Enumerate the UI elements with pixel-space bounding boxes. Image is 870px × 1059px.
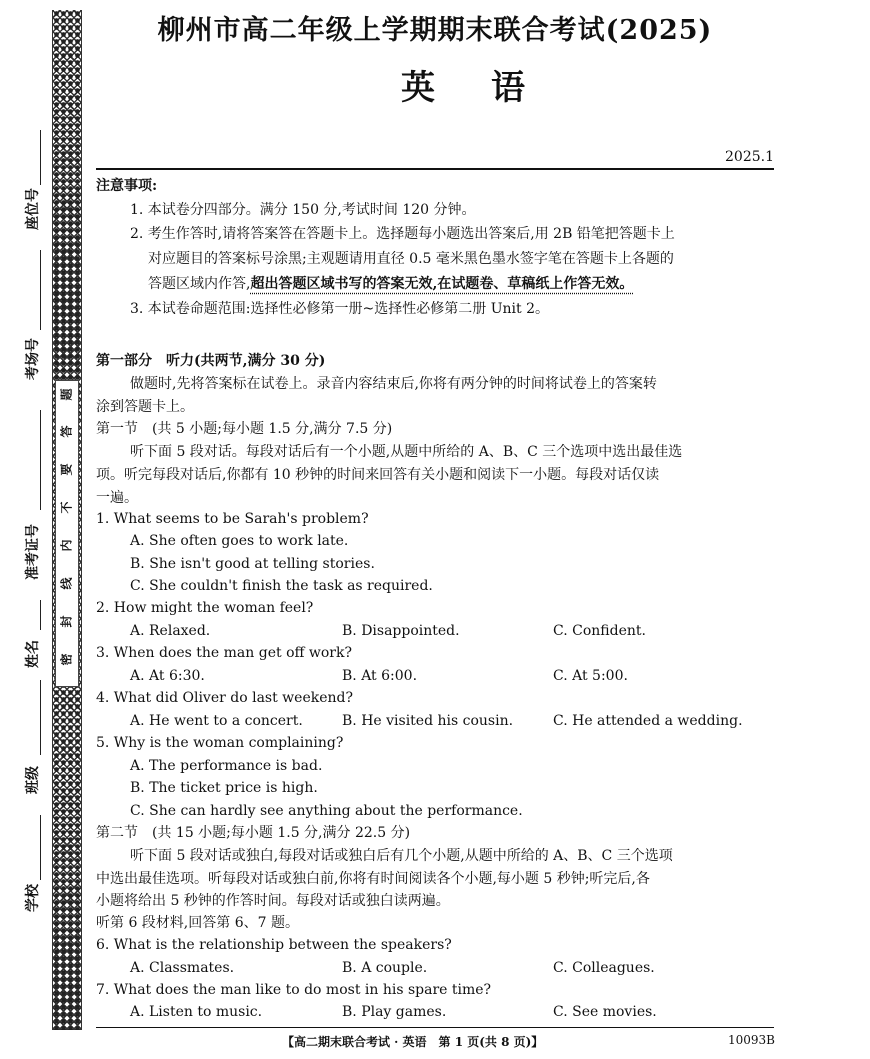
exam-title: 柳州市高二年级上学期期末联合考试(2025) xyxy=(157,15,713,46)
section1-intro: 项。听完每段对话后,你都有 10 秒钟的时间来回答有关小题和阅读下一小题。每段对话仅读 xyxy=(96,467,660,483)
fill-line xyxy=(40,815,41,880)
option: B. She isn't good at telling stories. xyxy=(130,556,375,572)
section2-heading: 第二节 (共 15 小题;每小题 1.5 分,满分 22.5 分) xyxy=(96,825,411,841)
question-stem: 5. Why is the woman complaining? xyxy=(96,735,344,751)
option: A. The performance is bad. xyxy=(130,758,323,774)
question-stem: 3. When does the man get off work? xyxy=(96,645,352,661)
notice-item xyxy=(148,273,633,295)
seal-char: 要 xyxy=(59,463,74,476)
material-note: 听第 6 段材料,回答第 6、7 题。 xyxy=(96,915,299,931)
seal-char: 不 xyxy=(59,501,74,514)
part1-intro: 做题时,先将答案标在试卷上。录音内容结束后,你将有两分钟的时间将试卷上的答案转 xyxy=(130,376,657,392)
section2-intro: 小题将给出 5 秒钟的作答时间。每段对话或独白读两遍。 xyxy=(96,893,450,909)
option: A. She often goes to work late. xyxy=(130,533,349,549)
notice-heading: 注意事项: xyxy=(96,178,158,194)
notice-item: 1. 本试卷分四部分。满分 150 分,考试时间 120 分钟。 xyxy=(130,202,476,218)
notice-text: 答题区域内作答, xyxy=(148,276,251,292)
option: C. She can hardly see anything about the performance. xyxy=(130,803,523,819)
seat-number-label: 座位号 xyxy=(25,188,41,230)
option: B. At 6:00. xyxy=(342,668,418,684)
option: B. The ticket price is high. xyxy=(130,780,318,796)
question-stem: 2. How might the woman feel? xyxy=(96,600,314,616)
seal-char: 封 xyxy=(59,615,74,628)
option: C. At 5:00. xyxy=(553,668,628,684)
notice-item: 3. 本试卷命题范围:选择性必修第一册~选择性必修第二册 Unit 2。 xyxy=(130,301,549,317)
fill-line xyxy=(40,410,41,510)
seal-char: 线 xyxy=(59,577,74,590)
page-footer: 【高二期末联合考试 · 英语 第 1 页(共 8 页)】 xyxy=(282,1035,544,1049)
notice-item: 2. 考生作答时,请将答案答在答题卡上。选择题每小题选出答案后,用 2B 铅笔把答题卡上 xyxy=(130,226,675,242)
fill-line xyxy=(40,600,41,630)
question-stem: 4. What did Oliver do last weekend? xyxy=(96,690,353,706)
option: A. At 6:30. xyxy=(130,668,205,684)
question-stem: 6. What is the relationship between the speakers? xyxy=(96,937,452,953)
section1-intro: 听下面 5 段对话。每段对话后有一个小题,从题中所给的 A、B、C 三个选项中选出最佳选 xyxy=(130,444,683,460)
seal-char: 题 xyxy=(59,388,74,401)
notice-item: 对应题目的答案标号涂黑;主观题请用直径 0.5 毫米黑色墨水签字笔在答题卡上各题的 xyxy=(148,251,674,267)
header-rule xyxy=(96,168,774,170)
option: C. See movies. xyxy=(553,1004,657,1020)
part1-intro: 涂到答题卡上。 xyxy=(96,399,194,415)
question-stem: 7. What does the man like to do most in his spare time? xyxy=(96,982,492,998)
seal-char: 答 xyxy=(59,425,74,438)
exam-room-label: 考场号 xyxy=(25,338,41,380)
school-label: 学校 xyxy=(25,884,41,912)
option: C. Colleagues. xyxy=(553,960,655,976)
section2-intro: 听下面 5 段对话或独白,每段对话或独白后有几个小题,从题中所给的 A、B、C 三个选项 xyxy=(130,848,673,864)
exam-date: 2025.1 xyxy=(725,149,774,165)
option: A. Relaxed. xyxy=(130,623,211,639)
option: B. Disappointed. xyxy=(342,623,460,639)
notice-emphasis: 超出答题区域书写的答案无效,在试题卷、草稿纸上作答无效。 xyxy=(250,276,634,292)
name-label: 姓名 xyxy=(25,640,41,668)
section2-intro: 中选出最佳选项。听每段对话或独白前,你将有时间阅读各个小题,每小题 5 秒钟;听完后,各 xyxy=(96,871,650,887)
admission-number-label: 准考证号 xyxy=(25,524,41,580)
option: B. Play games. xyxy=(342,1004,447,1020)
fill-line xyxy=(40,250,41,330)
option: A. Listen to music. xyxy=(130,1004,263,1020)
fill-line xyxy=(40,130,41,185)
section1-heading: 第一节 (共 5 小题;每小题 1.5 分,满分 7.5 分) xyxy=(96,421,393,437)
option: C. Confident. xyxy=(553,623,646,639)
option: B. He visited his cousin. xyxy=(342,713,514,729)
footer-rule xyxy=(96,1027,774,1028)
subject-title: 英语 xyxy=(401,68,581,108)
section1-intro: 一遍。 xyxy=(96,490,138,506)
fill-line xyxy=(40,680,41,755)
question-stem: 1. What seems to be Sarah's problem? xyxy=(96,511,369,527)
paper-code: 10093B xyxy=(728,1033,775,1047)
option: B. A couple. xyxy=(342,960,428,976)
seal-char: 密 xyxy=(59,653,74,666)
option: C. He attended a wedding. xyxy=(553,713,743,729)
option: C. She couldn't finish the task as required. xyxy=(130,578,433,594)
class-label: 班级 xyxy=(25,766,41,794)
option: A. Classmates. xyxy=(130,960,235,976)
option: A. He went to a concert. xyxy=(130,713,303,729)
seal-char: 内 xyxy=(59,539,74,552)
part1-heading: 第一部分 听力(共两节,满分 30 分) xyxy=(96,353,326,369)
